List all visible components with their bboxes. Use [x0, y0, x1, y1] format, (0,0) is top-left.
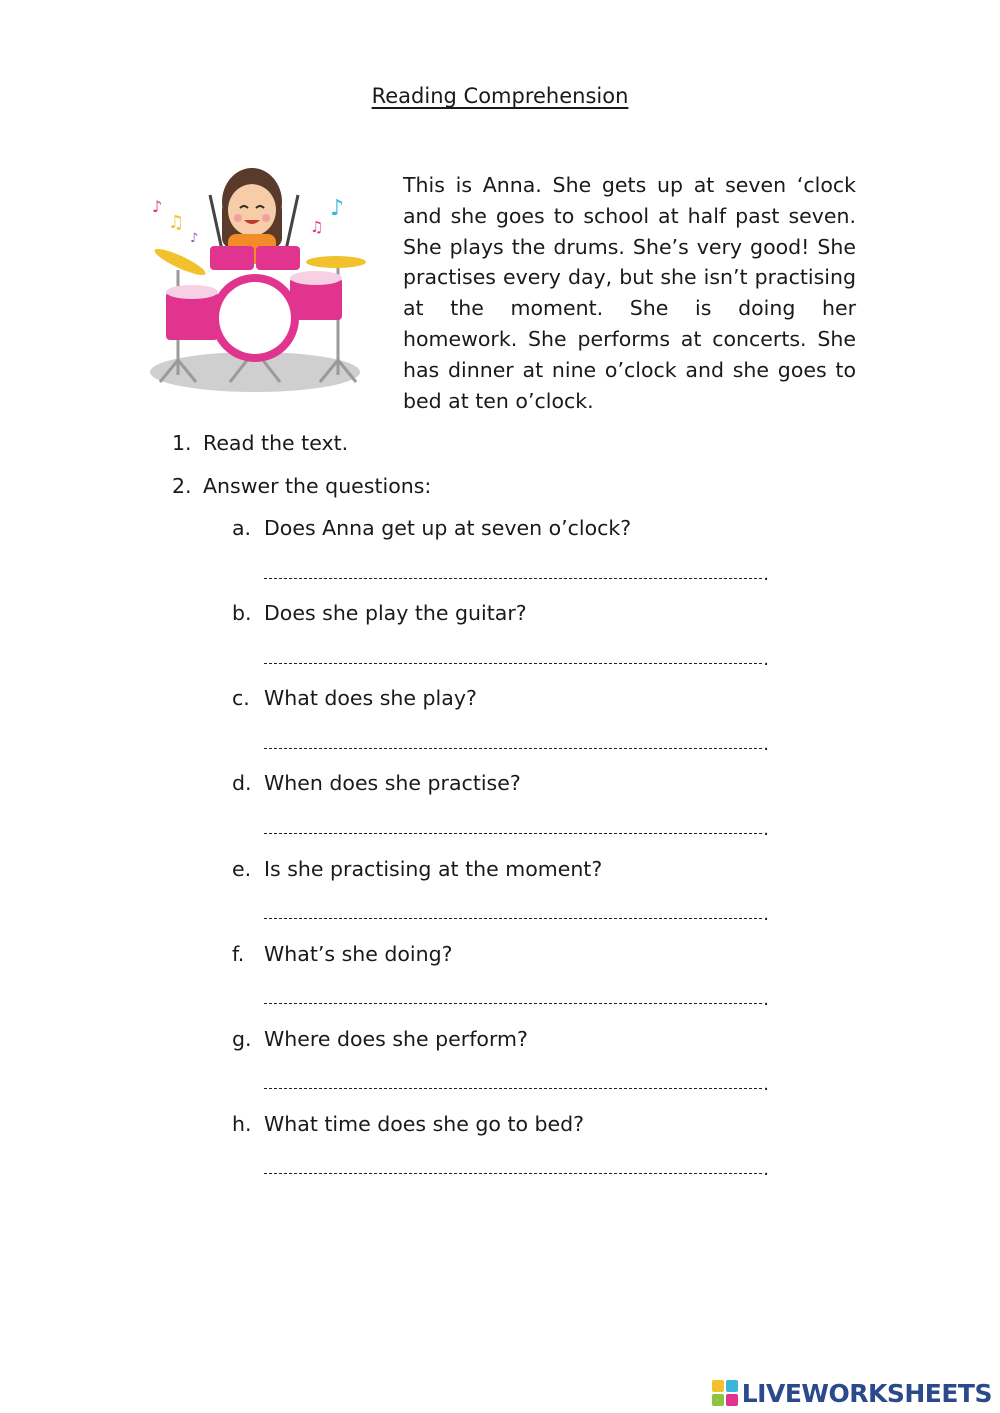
answer-blank[interactable] [264, 1173, 762, 1174]
instruction-number: 2. [172, 474, 192, 498]
question-letter: c. [232, 686, 250, 710]
instruction-item [172, 474, 431, 498]
svg-text:♫: ♫ [310, 218, 324, 236]
answer-blank[interactable] [264, 918, 762, 919]
question-item [232, 942, 453, 966]
answer-period: . [763, 819, 769, 840]
answer-line[interactable] [264, 1159, 769, 1180]
svg-text:♪: ♪ [330, 196, 345, 221]
svg-text:♪: ♪ [190, 231, 199, 246]
question-item [232, 1027, 528, 1051]
girl-playing-drums-icon [140, 150, 370, 400]
answer-line[interactable] [264, 734, 769, 755]
answer-blank[interactable] [264, 1088, 762, 1089]
answer-line[interactable] [264, 564, 769, 585]
answer-line[interactable] [264, 989, 769, 1010]
question-item [232, 1112, 584, 1136]
question-item [232, 857, 602, 881]
question-item [232, 516, 631, 540]
answer-period: . [763, 649, 769, 670]
question-letter: b. [232, 601, 252, 625]
answer-line[interactable] [264, 1074, 769, 1095]
answer-blank[interactable] [264, 833, 762, 834]
question-text: Where does she perform? [264, 1027, 528, 1051]
answer-period: . [763, 989, 769, 1010]
question-letter: h. [232, 1112, 252, 1136]
question-item [232, 601, 527, 625]
answer-blank[interactable] [264, 748, 762, 749]
svg-text:♪: ♪ [152, 197, 163, 216]
answer-blank[interactable] [264, 1003, 762, 1004]
answer-period: . [763, 734, 769, 755]
question-text: When does she practise? [264, 771, 521, 795]
answer-blank[interactable] [264, 663, 762, 664]
question-text: Does Anna get up at seven o’clock? [264, 516, 632, 540]
instruction-item [172, 431, 348, 455]
question-text: Is she practising at the moment? [264, 857, 603, 881]
question-item [232, 686, 477, 710]
question-letter: f. [232, 942, 245, 966]
answer-period: . [763, 1074, 769, 1095]
question-text: What time does she go to bed? [264, 1112, 585, 1136]
question-text: What does she play? [264, 686, 477, 710]
answer-period: . [763, 904, 769, 925]
answer-line[interactable] [264, 649, 769, 670]
answer-period: . [763, 1159, 769, 1180]
question-letter: d. [232, 771, 252, 795]
question-letter: a. [232, 516, 252, 540]
question-text: What’s she doing? [264, 942, 453, 966]
svg-text:♫: ♫ [168, 212, 185, 233]
liveworksheets-logo-icon [712, 1380, 738, 1406]
worksheet-title: Reading Comprehension [371, 84, 629, 108]
answer-line[interactable] [264, 819, 769, 840]
instruction-text: Answer the questions: [203, 474, 432, 498]
instruction-text: Read the text. [203, 431, 349, 455]
question-letter: e. [232, 857, 252, 881]
question-item [232, 771, 521, 795]
brand-logo-text: LIVEWORKSHEETS [741, 1378, 992, 1408]
reading-passage: This is Anna. She gets up at seven ‘clock and she goes to school at half past seven. She plays the drums. She’s very good! She practises every day, but she isn’t practising at the moment. She is doing her homework. She performs at concerts. She has dinner at nine o’clock and she goes to bed at ten o’clock. [403, 173, 856, 413]
answer-line[interactable] [264, 904, 769, 925]
instruction-number: 1. [172, 431, 192, 455]
question-text: Does she play the guitar? [264, 601, 527, 625]
liveworksheets-brand [712, 1378, 992, 1408]
question-letter: g. [232, 1027, 252, 1051]
answer-blank[interactable] [264, 578, 762, 579]
answer-period: . [763, 564, 769, 585]
